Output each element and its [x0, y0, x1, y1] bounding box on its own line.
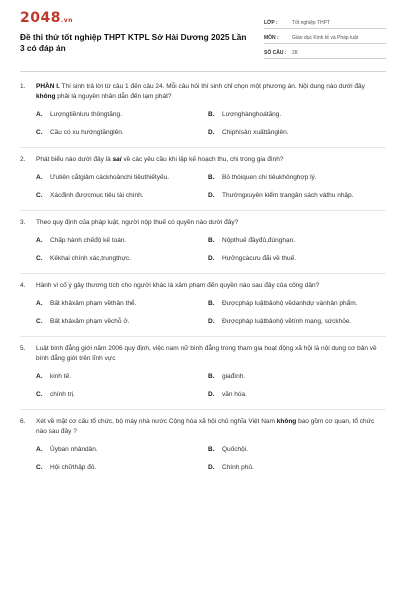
question-separator	[20, 336, 386, 337]
option-letter: D.	[208, 255, 215, 262]
question-separator	[20, 409, 386, 410]
answer-option[interactable]	[208, 173, 386, 183]
meta-label: SỐ CÂU :	[264, 50, 287, 56]
answer-option[interactable]	[36, 128, 208, 138]
question-5	[20, 344, 386, 400]
header-left	[20, 10, 250, 54]
question-text-part: Theo quy định của pháp luật, người nộp thuế có quyền nào dưới đây?	[36, 219, 239, 226]
option-letter: A.	[36, 446, 43, 453]
question-text-part: bao gồm cơ quan, tổ chức nào sau đây ?	[36, 418, 375, 435]
answer-option[interactable]	[36, 372, 208, 382]
answer-option[interactable]	[208, 372, 386, 382]
option-letter: A.	[36, 373, 43, 380]
option-letter: B.	[208, 446, 215, 453]
question-text-part: về các yêu cầu khi lập kế hoạch thu, chi trong gia đình?	[121, 156, 284, 163]
question-text	[36, 417, 386, 437]
question-1	[20, 82, 386, 138]
answer-option[interactable]	[208, 317, 386, 327]
page-header	[20, 10, 386, 59]
question-stem	[20, 218, 386, 228]
question-number: 5.	[20, 345, 26, 352]
answer-options	[36, 372, 386, 400]
option-text: Bất khảxâm phạm vềchỗ ở.	[50, 318, 130, 325]
question-emphasis: không	[36, 93, 56, 100]
question-text	[36, 218, 386, 228]
option-text: Kêkhai chính xác,trungthực.	[50, 255, 131, 262]
question-stem	[20, 155, 386, 165]
answer-option[interactable]	[36, 299, 208, 309]
question-3	[20, 218, 386, 264]
answer-option[interactable]	[208, 390, 386, 400]
option-letter: C.	[36, 318, 43, 325]
option-text: Chấp hành chếđộ kế toán.	[50, 237, 127, 244]
option-letter: C.	[36, 464, 43, 471]
option-text: Lượnghànghoátăng.	[222, 111, 282, 118]
question-4	[20, 281, 386, 327]
question-stem	[20, 344, 386, 364]
option-text: Đượcpháp luậtbảohộ vềdanhdự vànhân phẩm.	[222, 300, 358, 307]
answer-option[interactable]	[208, 299, 386, 309]
answer-option[interactable]	[36, 390, 208, 400]
answer-option[interactable]	[36, 463, 208, 473]
answer-option[interactable]	[36, 191, 208, 201]
option-letter: D.	[208, 192, 215, 199]
option-text: Bất khảxâm phạm vềthân thể.	[50, 300, 137, 307]
answer-option[interactable]	[208, 110, 386, 120]
option-text: Hưởngcácưu đãi về thuế.	[222, 255, 297, 262]
option-letter: A.	[36, 300, 43, 307]
option-letter: B.	[208, 300, 215, 307]
option-text: Đượcpháp luậtbảohộ vềtính mạng, sứckhỏe.	[222, 318, 352, 325]
question-number: 6.	[20, 418, 26, 425]
answer-options	[36, 110, 386, 138]
meta-value: Giáo dục Kinh tế và Pháp luật	[292, 35, 359, 41]
question-text	[36, 344, 386, 364]
question-text	[36, 82, 386, 102]
part-label: PHẦN I.	[36, 83, 60, 90]
meta-value: Tốt nghiệp THPT	[292, 20, 330, 26]
answer-option[interactable]	[208, 191, 386, 201]
question-separator	[20, 147, 386, 148]
question-stem	[20, 417, 386, 437]
option-letter: A.	[36, 237, 43, 244]
option-letter: B.	[208, 174, 215, 181]
option-text: chính trị.	[50, 391, 75, 398]
question-number: 3.	[20, 219, 26, 226]
option-letter: B.	[208, 373, 215, 380]
option-text: Quốchội.	[222, 446, 249, 453]
question-2	[20, 155, 386, 201]
meta-label: MÔN :	[264, 35, 279, 41]
meta-row-lop	[264, 14, 386, 29]
option-letter: D.	[208, 129, 215, 136]
logo-suffix: .vn	[60, 17, 73, 24]
question-text-part: Xét về mặt cơ cấu tổ chức, bộ máy nhà nước Cộng hòa xã hội chủ nghĩa Việt Nam	[36, 418, 277, 425]
option-text: văn hóa.	[222, 391, 247, 398]
option-letter: A.	[36, 174, 43, 181]
question-text-part: Luật bình đẳng giới năm 2006 quy định, việc nam nữ bình đẳng trong tham gia hoạt động xã hội là nội dung cơ bản về bình đẳng giới trên lĩnh vực	[36, 345, 377, 362]
option-text: Xácđịnh đượcmục tiêu tài chính.	[50, 192, 144, 199]
question-stem	[20, 281, 386, 291]
meta-row-mon	[264, 29, 386, 44]
logo-text: 2048	[20, 10, 61, 26]
option-text: Bỏ thóiquen chi tiêukhônghợp lý.	[222, 174, 317, 181]
option-text: Chiphísản xuấttănglên.	[222, 129, 289, 136]
answer-options	[36, 445, 386, 473]
answer-option[interactable]	[36, 236, 208, 246]
answer-option[interactable]	[208, 445, 386, 455]
option-letter: C.	[36, 391, 43, 398]
answer-option[interactable]	[208, 128, 386, 138]
answer-option[interactable]	[208, 236, 386, 246]
site-logo[interactable]	[20, 10, 250, 26]
answer-options	[36, 299, 386, 327]
question-emphasis: không	[276, 418, 297, 425]
question-text-part: Phát biểu nào dưới đây là	[36, 156, 113, 163]
answer-option[interactable]	[36, 445, 208, 455]
question-6	[20, 417, 386, 473]
question-stem	[20, 82, 386, 102]
option-text: Chính phủ.	[222, 464, 254, 471]
option-letter: D.	[208, 464, 215, 471]
meta-row-socau	[264, 44, 386, 59]
question-number: 2.	[20, 156, 26, 163]
option-text: Cầu có xu hướngtănglên.	[50, 129, 124, 136]
question-number: 1.	[20, 83, 26, 90]
meta-label: LỚP :	[264, 20, 278, 26]
option-text: Lượngtiềnlưu thôngtăng.	[50, 111, 122, 118]
question-text-part: phải là nguyên nhân dẫn đến lạm phát?	[55, 93, 172, 100]
option-letter: B.	[208, 237, 215, 244]
answer-options	[36, 173, 386, 201]
option-letter: C.	[36, 129, 43, 136]
option-text: Hội chữthập đỏ.	[50, 464, 97, 471]
option-letter: B.	[208, 111, 215, 118]
option-letter: A.	[36, 111, 43, 118]
meta-value: 28	[292, 50, 298, 56]
option-text: Ủyban nhândân.	[50, 446, 98, 453]
option-text: Nộpthuế đầyđủ,đúnghạn.	[222, 237, 296, 244]
question-separator	[20, 273, 386, 274]
question-emphasis: sai	[112, 156, 122, 163]
question-text	[36, 281, 386, 291]
option-letter: C.	[36, 192, 43, 199]
question-separator	[20, 210, 386, 211]
question-text-part: Hành vi cố ý gây thương tích cho người khác là xâm phạm đến quyền nào sau đây của công dân?	[36, 282, 320, 289]
page-title: Đề thi thử tốt nghiệp THPT KTPL Sở Hải Dương 2025 Lần 3 có đáp án	[20, 32, 247, 53]
option-letter: D.	[208, 391, 215, 398]
exam-meta	[264, 14, 386, 59]
question-text	[36, 155, 386, 165]
answer-option[interactable]	[36, 317, 208, 327]
answer-option[interactable]	[208, 463, 386, 473]
answer-option[interactable]	[36, 110, 208, 120]
answer-option[interactable]	[36, 254, 208, 264]
option-letter: D.	[208, 318, 215, 325]
question-number: 4.	[20, 282, 26, 289]
option-text: Thườngxuyên kiểm trangân sách vàthu nhập.	[222, 192, 354, 199]
option-text: giađình.	[222, 373, 246, 380]
question-text-part: Thí sinh trả lời từ câu 1 đến câu 24. Mỗi câu hỏi thí sinh chỉ chọn một phương án. Nội dung nào dưới đây	[59, 83, 365, 90]
answer-option[interactable]	[36, 173, 208, 183]
header-divider	[20, 71, 386, 72]
answer-option[interactable]	[208, 254, 386, 264]
answer-options	[36, 236, 386, 264]
question-list	[20, 82, 386, 473]
option-letter: C.	[36, 255, 43, 262]
option-text: Ưutiên cắtgiảm cáckhoảnchi tiêuthiếtyếu.	[50, 174, 170, 181]
option-text: kinh tế.	[50, 373, 71, 380]
